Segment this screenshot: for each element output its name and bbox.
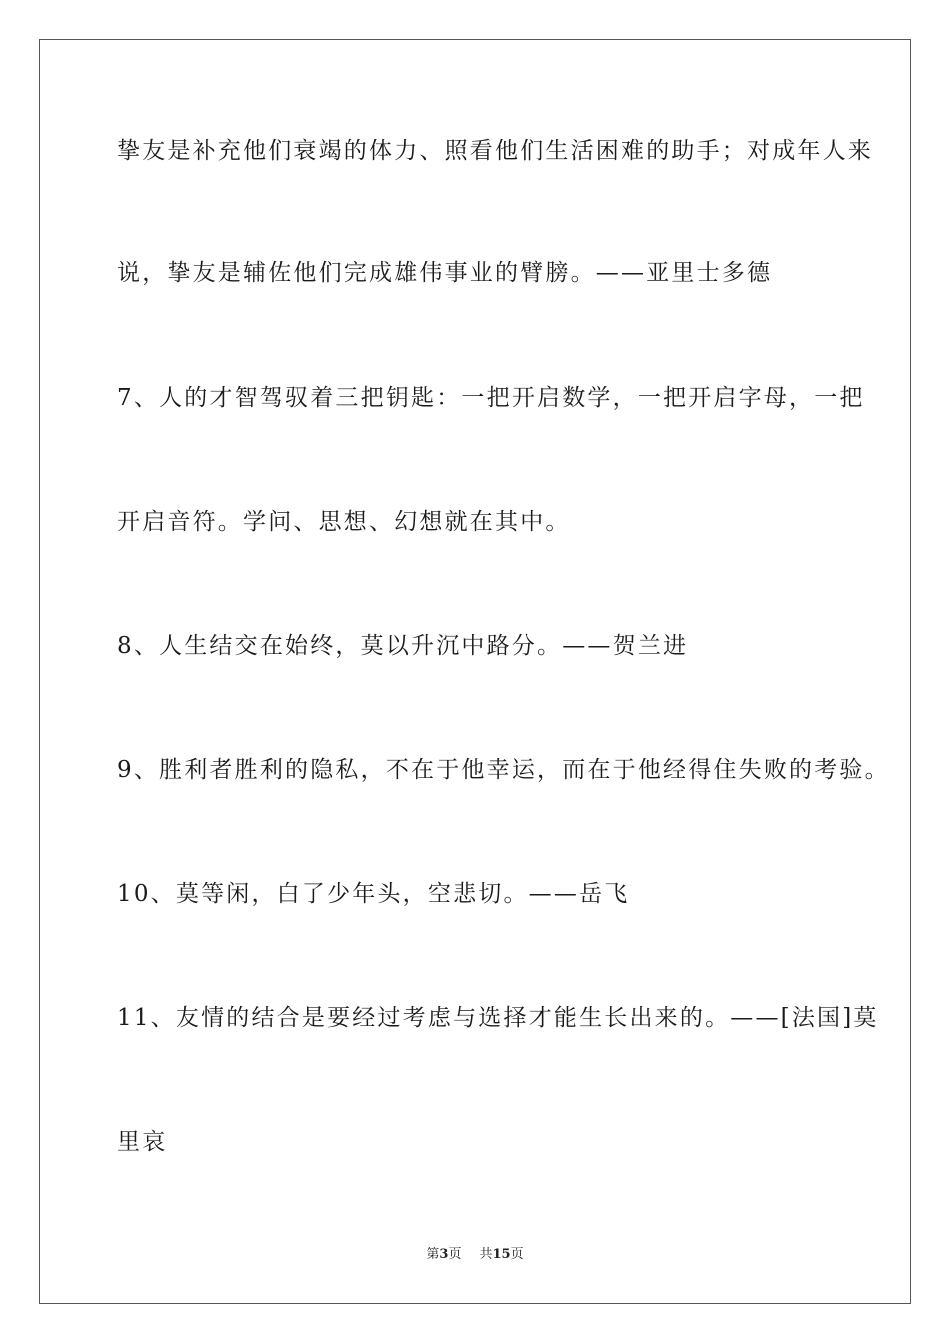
text-line-4: 开启音符。学问、思想、幻想就在其中。 xyxy=(117,509,571,535)
page-footer xyxy=(0,1246,950,1264)
text-line-6: 9、胜利者胜利的隐私，不在于他幸运，而在于他经得住失败的考验。 xyxy=(117,757,890,783)
page-border xyxy=(39,39,911,1304)
text-line-2: 说，挚友是辅佐他们完成雄伟事业的臂膀。——亚里士多德 xyxy=(117,260,773,286)
text-line-5: 8、人生结交在始终，莫以升沉中路分。——贺兰进 xyxy=(117,633,689,659)
text-line-1: 挚友是补充他们衰竭的体力、照看他们生活困难的助手；对成年人来 xyxy=(117,138,873,164)
footer-total-suffix: 页 xyxy=(510,1247,524,1262)
text-line-9: 里哀 xyxy=(117,1129,168,1155)
footer-page-prefix: 第 xyxy=(426,1247,440,1262)
footer-page-suffix: 页 xyxy=(448,1247,462,1262)
text-line-7: 10、莫等闲，白了少年头，空悲切。——岳飞 xyxy=(117,881,630,907)
footer-total-pages: 15 xyxy=(492,1247,511,1262)
footer-total-prefix: 共 xyxy=(479,1247,493,1262)
text-line-3: 7、人的才智驾驭着三把钥匙：一把开启数学，一把开启字母，一把 xyxy=(117,385,865,411)
text-line-8: 11、友情的结合是要经过考虑与选择才能生长出来的。——[法国]莫 xyxy=(117,1005,879,1031)
footer-page-number: 3 xyxy=(439,1247,449,1262)
